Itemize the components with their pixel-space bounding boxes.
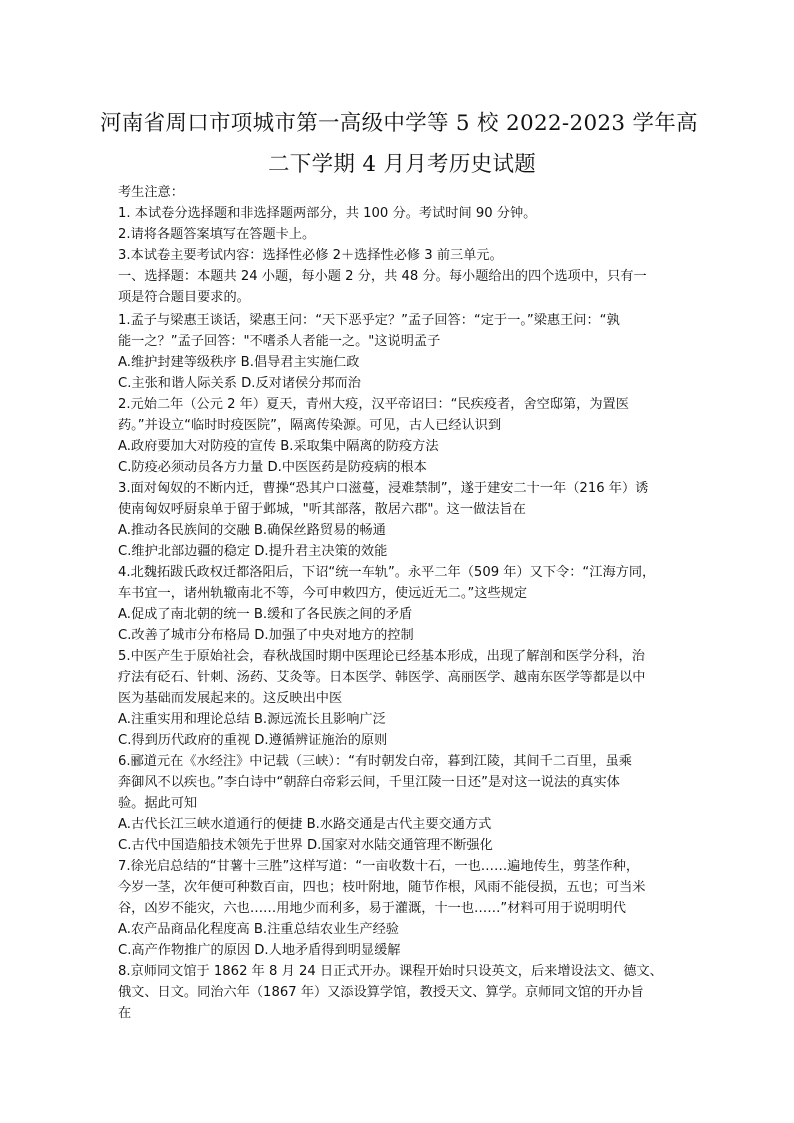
question-options: A.推动各民族间的交融 B.确保丝路贸易的畅通 [118, 523, 386, 538]
exam-body [118, 182, 678, 1024]
question-stem: 疗法有砭石、针刺、汤药、艾灸等。日本医学、韩医学、高丽医学、越南东医学等都是以中 [118, 670, 646, 685]
question-stem: 谷，凶岁不能灾，六也……用地少而利多，易于灌溉，十一也……”材料可用于说明明代 [118, 901, 626, 916]
question-options: C.主张和谐人际关系 D.反对诸侯分邦而治 [118, 376, 361, 391]
notice-heading: 考生注意： [118, 185, 184, 200]
question-stem: 使南匈奴呼厨泉单于留于邺城，"听其部落，散居六郡"。这一做法旨在 [118, 502, 526, 517]
question-options: A.农产品商品化程度高 B.注重总结农业生产经验 [118, 922, 399, 937]
question-stem: 能一之？”孟子回答："不嗜杀人者能一之。"这说明孟子 [118, 334, 441, 349]
question-stem: 1.孟子与梁惠王谈话，梁惠王问：“天下恶乎定？”孟子回答：“定于一。”梁惠王问：“孰 [118, 313, 620, 328]
question-stem: 5.中医产生于原始社会，春秋战国时期中医理论已经基本形成，出现了解剖和医学分科，治 [118, 649, 645, 664]
question-options: C.改善了城市分布格局 D.加强了中央对地方的控制 [118, 628, 414, 643]
section-instructions: 一、选择题：本题共 24 小题，每小题 2 分，共 48 分。每小题给出的四个选项中，只有一 [118, 269, 647, 284]
question-stem: 8.京师同文馆于 1862 年 8 月 24 日正式开办。课程开始时只设英文，后来增设法文、德文、 [118, 964, 663, 979]
section-instructions: 项是符合题目要求的。 [118, 290, 250, 305]
exam-title-line-1: 河南省周口市项城市第一高级中学等 5 校 2022-2023 学年高 [100, 111, 698, 136]
question-stem: 今岁一茎，次年便可种数百亩，四也；枝叶附地，随节作根，风雨不能侵损，五也；可当米 [118, 880, 646, 895]
question-options: C.维护北部边疆的稳定 D.提升君主决策的效能 [118, 544, 388, 559]
question-stem: 2.元始二年（公元 2 年）夏天，青州大疫，汉平帝诏曰：“民疾疫者，舍空邸第，为置医 [118, 397, 629, 412]
question-stem: 6.郦道元在《水经注》中记载（三峡）：“有时朝发白帝，暮到江陵，其间千二百里，虽乘 [118, 754, 632, 769]
question-options: A.政府要加大对防疫的宣传 B.采取集中隔离的防疫方法 [118, 439, 439, 454]
question-stem: 车书宜一，诸州轨辙南北不等，今可申敕四方，使远近无二。”这些规定 [118, 586, 528, 601]
question-options: A.古代长江三峡水道通行的便捷 B.水路交通是古代主要交通方式 [118, 817, 492, 832]
question-stem: 在 [118, 1006, 132, 1021]
notice-item: 1. 本试卷分选择题和非选择题两部分，共 100 分。考试时间 90 分钟。 [118, 206, 537, 221]
question-stem: 药。”并设立“临时时疫医院”，隔离传染源。可见，古人已经认识到 [118, 418, 502, 433]
question-stem: 7.徐光启总结的“甘薯十三胜”这样写道：“一亩收数十石，一也……遍地传生，剪茎作种， [118, 859, 640, 874]
question-stem: 奔御风不以疾也。”李白诗中“朝辞白帝彩云间，千里江陵一日还”是对这一说法的真实体 [118, 775, 620, 790]
question-stem: 3.面对匈奴的不断内迁，曹操“恐其户口滋蔓，浸难禁制”，遂于建安二十一年（216 年）诱 [118, 481, 649, 496]
notice-item: 2.请将各题答案填写在答题卡上。 [118, 227, 316, 242]
exam-title-line-2: 二下学期 4 月月考历史试题 [268, 152, 537, 177]
question-options: A.注重实用和理论总结 B.源远流长且影响广泛 [118, 712, 386, 727]
question-stem: 4.北魏拓跋氏政权迁都洛阳后，下诏“统一车轨”。永平二年（509 年）又下令：“江海方同， [118, 565, 656, 580]
question-stem: 验。据此可知 [118, 796, 198, 811]
question-options: C.得到历代政府的重视 D.遵循辨证施治的原则 [118, 733, 388, 748]
question-options: C.防疫必须动员各方力量 D.中医医药是防疫病的根本 [118, 460, 427, 475]
question-stem: 俄文、日文。同治六年（1867 年）又添设算学馆，教授天文、算学。京师同文馆的开办旨 [118, 985, 644, 1000]
question-options: C.古代中国造船技术领先于世界 D.国家对水陆交通管理不断强化 [118, 838, 493, 853]
question-options: A.维护封建等级秩序 B.倡导君主实施仁政 [118, 355, 360, 370]
notice-item: 3.本试卷主要考试内容：选择性必修 2＋选择性必修 3 前三单元。 [118, 248, 503, 263]
question-options: A.促成了南北朝的统一 B.缓和了各民族之间的矛盾 [118, 607, 413, 622]
question-options: C.高产作物推广的原因 D.人地矛盾得到明显缓解 [118, 943, 401, 958]
question-stem: 医为基础而发展起来的。这反映出中医 [118, 691, 343, 706]
